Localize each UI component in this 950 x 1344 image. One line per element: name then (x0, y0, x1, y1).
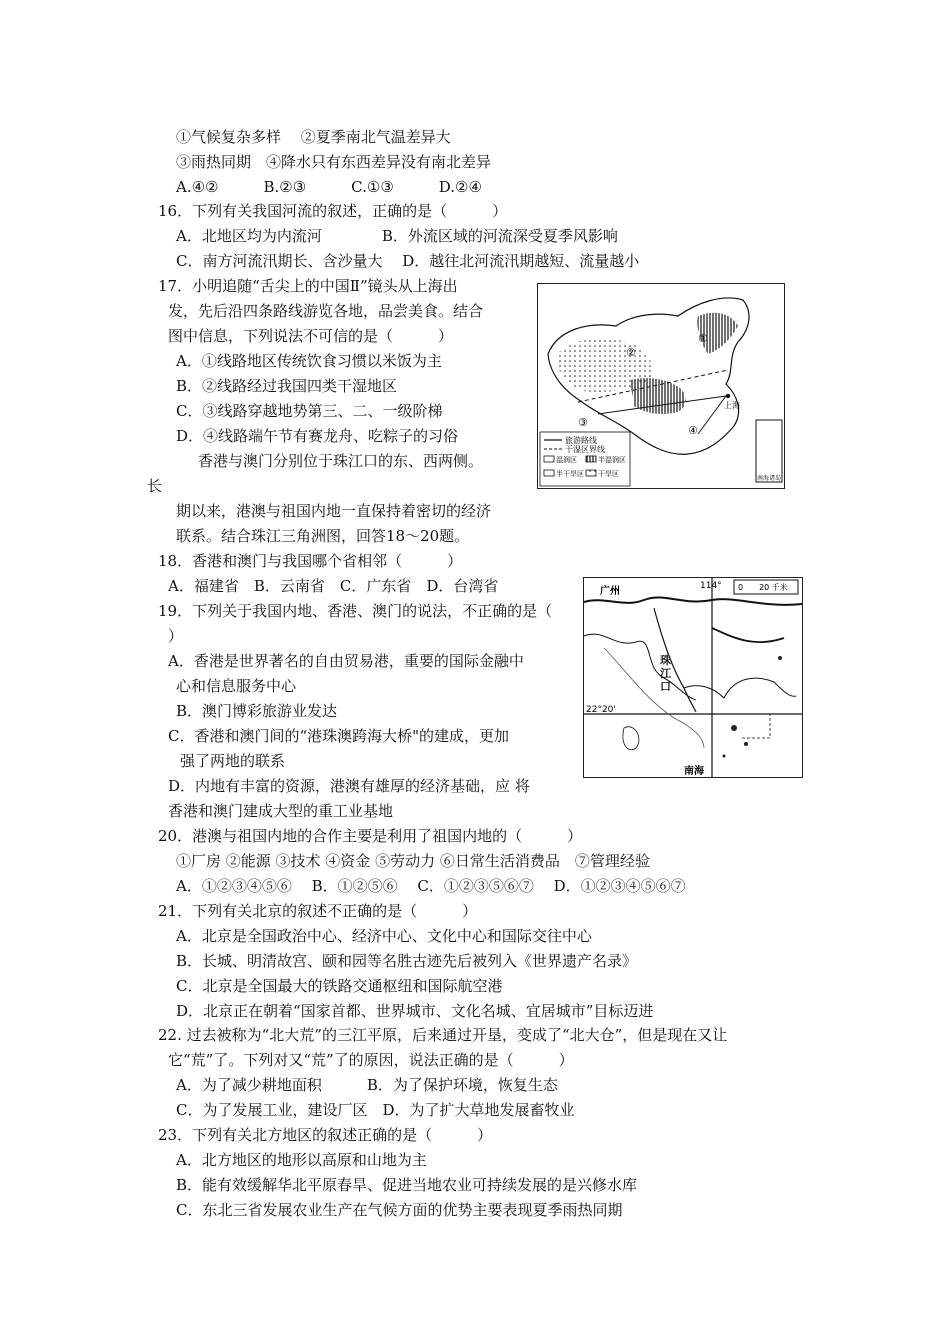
q17-option-c: C．③线路穿越地势第三、二、一级阶梯 (176, 402, 443, 420)
route-1-label: ① (698, 332, 708, 345)
latitude-label: 22°20' (586, 705, 616, 715)
q19-option-a-line-1: A．香港是世界著名的自由贸易港，重要的国际金融中 (168, 652, 524, 670)
q17-option-a: A．①线路地区传统饮食习惯以米饭为主 (176, 352, 442, 370)
q22-stem-line-1: 22. 过去被称为“北大荒”的三江平原，后来通过开垦，变成了“北大仓”，但是现在又让 (158, 1026, 728, 1044)
intro-line-2: 期以来，港澳与祖国内地一直保持着密切的经济 (176, 502, 492, 520)
legend-semi-humid-label: 半湿润区 (598, 456, 626, 464)
legend-semi-arid-label: 半干旱区 (556, 470, 584, 478)
q15-option-line-1: ①气候复杂多样 ②夏季南北气温差异大 (176, 128, 451, 146)
route-3-label: ③ (578, 416, 588, 429)
q17-option-b: B．②线路经过我国四类干湿地区 (176, 377, 398, 395)
q22-stem-line-2: 它“荒”了。下列对又“荒”了的原因，说法正确的是（ ） (168, 1051, 574, 1069)
q22-options-line-2: C．为了发展工业，建设厂区 D．为了扩大草地发展畜牧业 (176, 1101, 575, 1119)
legend-route-label: 旅游路线 (565, 436, 597, 445)
south-sea-label: 南海 (684, 766, 704, 777)
q21-stem: 21．下列有关北京的叙述不正确的是（ ） (158, 902, 478, 920)
south-china-sea-inset (756, 420, 782, 482)
q18-options: A．福建省 B．云南省 C．广东省 D．台湾省 (168, 577, 499, 595)
q23-option-b: B．能有效缓解华北平原春旱、促进当地农业可持续发展的是兴修水库 (176, 1176, 638, 1194)
q19-option-c-line-1: C．香港和澳门间的“港珠澳跨海大桥"的建成，更加 (168, 727, 510, 745)
scale-label: 0 20 千米 (738, 583, 788, 592)
shanghai-label: 上海 (724, 401, 740, 410)
q21-option-c: C．北京是全国最大的铁路交通枢纽和国际航空港 (176, 977, 503, 995)
legend-boundary-label: 干湿区界线 (565, 445, 605, 454)
q17-stem-line-1: 17．小明追随“舌尖上的中国Ⅱ”镜头从上海出 (158, 277, 458, 295)
q19-option-b: B．澳门博彩旅游业发达 (176, 702, 338, 720)
q20-stem: 20．港澳与祖国内地的合作主要是利用了祖国内地的（ ） (158, 827, 583, 845)
china-map-graphic (538, 284, 784, 488)
q19-option-d-line-2: 香港和澳门建成大型的重工业基地 (168, 802, 394, 820)
intro-line-1-tail: 长 (147, 477, 163, 495)
q19-option-d-line-1: D．内地有丰富的资源，港澳有雄厚的经济基础，应 将 (168, 777, 530, 795)
q17-stem-line-3: 图中信息，下列说法不可信的是（ ） (168, 327, 454, 345)
q19-stem-line-2: ） (168, 627, 184, 645)
q15-answer-choices: A.④② B.②③ C.①③ D.②④ (176, 178, 482, 196)
q15-option-line-2: ③雨热同期 ④降水只有东西差异没有南北差异 (176, 153, 492, 171)
q23-option-c: C．东北三省发展农业生产在气候方面的优势主要表现夏季雨热同期 (176, 1201, 623, 1219)
guangzhou-label: 广州 (600, 586, 620, 597)
q23-stem: 23．下列有关北方地区的叙述正确的是（ ） (158, 1126, 493, 1144)
q21-option-a: A．北京是全国政治中心、经济中心、文化中心和国际交往中心 (176, 927, 592, 945)
route-2-label: ② (626, 346, 636, 359)
q17-option-d: D．④线路端午节有赛龙舟、吃粽子的习俗 (176, 427, 459, 445)
china-dry-wet-map (537, 283, 785, 489)
intro-line-3: 联系。结合珠江三角洲图，回答18～20题。 (176, 527, 470, 545)
q21-option-d: D．北京正在朝着“国家首都、世界城市、文化名城、宜居城市”目标迈进 (176, 1002, 654, 1020)
route-4-label: ④ (688, 424, 698, 437)
q19-option-c-line-2: 强了两地的联系 (180, 752, 286, 770)
pearl-river-mouth-label: 珠江口 (660, 654, 671, 693)
q16-options-line-2: C．南方河流汛期长、含沙量大 D．越往北河流汛期越短、流量越小 (176, 252, 640, 270)
q16-stem: 16．下列有关我国河流的叙述，正确的是（ ） (158, 202, 508, 220)
q21-option-b: B．长城、明清故宫、颐和园等名胜古迹先后被列入《世界遗产名录》 (176, 952, 638, 970)
legend-arid-label: 干旱区 (598, 470, 619, 478)
q19-stem-line-1: 19．下列关于我国内地、香港、澳门的说法，不正确的是（ (158, 602, 553, 620)
q23-option-a: A．北方地区的地形以高原和山地为主 (176, 1151, 427, 1169)
legend-humid-label: 湿润区 (556, 456, 577, 464)
prd-map-graphic (584, 578, 802, 777)
river-north (584, 597, 802, 604)
q16-options-line-1: A．北地区均为内流河 B．外流区域的河流深受夏季风影响 (176, 227, 618, 245)
q17-stem-line-2: 发，先后沿四条路线游览各地，品尝美食。结合 (168, 302, 484, 320)
inset-label: 南海诸岛 (757, 475, 782, 482)
q20-options: A．①②③④⑤⑥ B．①②⑤⑥ C．①②③⑤⑥⑦ D．①②③④⑤⑥⑦ (176, 877, 686, 895)
q22-options-line-1: A．为了减少耕地面积 B．为了保护环境，恢复生态 (176, 1076, 558, 1094)
intro-line-1: 香港与澳门分别位于珠江口的东、西两侧。 (198, 452, 484, 470)
pearl-river-delta-map (583, 577, 803, 778)
q20-items: ①厂房 ②能源 ③技术 ④资金 ⑤劳动力 ⑥日常生活消费品 ⑦管理经验 (176, 852, 650, 870)
shanghai-marker (726, 394, 730, 398)
q18-stem: 18．香港和澳门与我国哪个省相邻（ ） (158, 552, 463, 570)
q19-option-a-line-2: 心和信息服务中心 (176, 677, 297, 695)
longitude-label: 114° (700, 581, 722, 591)
